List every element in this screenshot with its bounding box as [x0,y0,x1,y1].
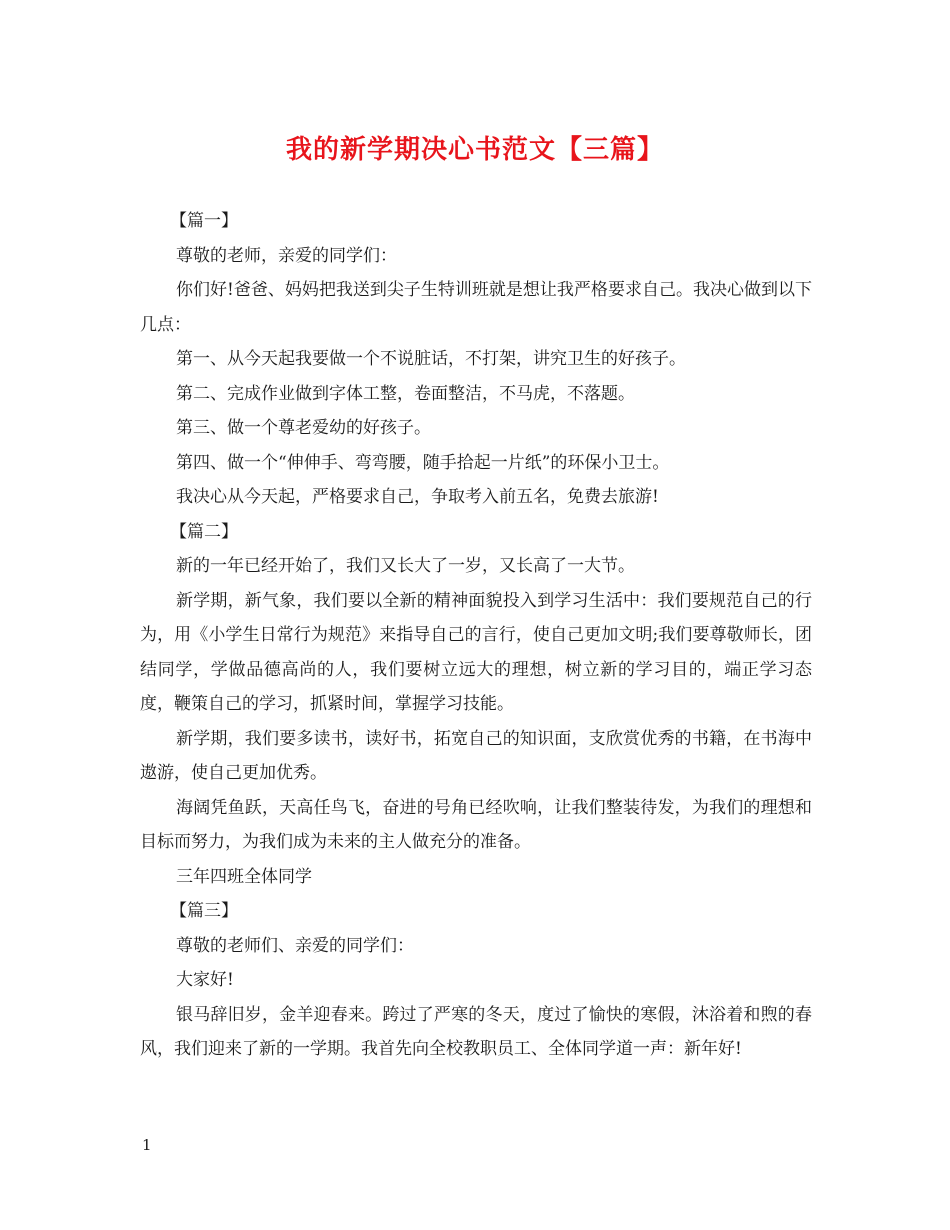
section-heading-1: 【篇一】 [170,211,238,231]
paragraph: 尊敬的老师，亲爱的同学们： [176,245,397,266]
paragraph: 第四、做一个“伸伸手、弯弯腰，随手拾起一片纸”的环保小卫士。 [176,452,670,473]
paragraph: 海阔凭鱼跃，天高任鸟飞，奋进的号角已经吹响，让我们整装待发，为我们的理想和目标而努力，为我们成为未来的主人做充分的准备。 [140,797,812,852]
paragraph: 银马辞旧岁，金羊迎春来。跨过了严寒的冬天，度过了愉快的寒假，沐浴着和煦的春风，我们迎来了新的一学期。我首先向全校教职员工、全体同学道一声：新年好! [140,1004,812,1059]
paragraph: 新学期，我们要多读书，读好书，拓宽自己的知识面，支欣赏优秀的书籍，在书海中遨游，使自己更加优秀。 [140,728,812,783]
signature: 三年四班全体同学 [176,866,312,887]
document-title: 我的新学期决心书范文【三篇】 [285,135,664,165]
section-heading-2: 【篇二】 [170,521,238,542]
paragraph: 第一、从今天起我要做一个不说脏话，不打架，讲究卫生的好孩子。 [176,349,686,369]
page-number: 1 [142,1136,152,1154]
paragraph: 新的一年已经开始了，我们又长大了一岁，又长高了一大节。 [176,556,635,576]
paragraph: 新学期，新气象，我们要以全新的精神面貌投入到学习生活中：我们要规范自己的行为，用《小学生日常行为规范》来指导自己的言行，使自己更加文明;我们要尊敬师长，团结同学，学做品德高尚的人，我们要树立远大的理想，树立新的学习目的，端正学习态度，鞭策自己的学习，抓紧时间，掌握学习技能。 [140,590,812,714]
document-body [140,204,812,1067]
paragraph: 大家好! [176,970,234,990]
paragraph: 第二、完成作业做到字体工整，卷面整洁，不马虎，不落题。 [176,383,635,404]
paragraph: 我决心从今天起，严格要求自己，争取考入前五名，免费去旅游! [176,487,659,507]
paragraph: 第三、做一个尊老爱幼的好孩子。 [176,418,431,438]
paragraph: 你们好!爸爸、妈妈把我送到尖子生特训班就是想让我严格要求自己。我决心做到以下几点： [140,280,812,335]
paragraph: 尊敬的老师们、亲爱的同学们： [176,935,414,956]
section-heading-3: 【篇三】 [170,901,238,921]
